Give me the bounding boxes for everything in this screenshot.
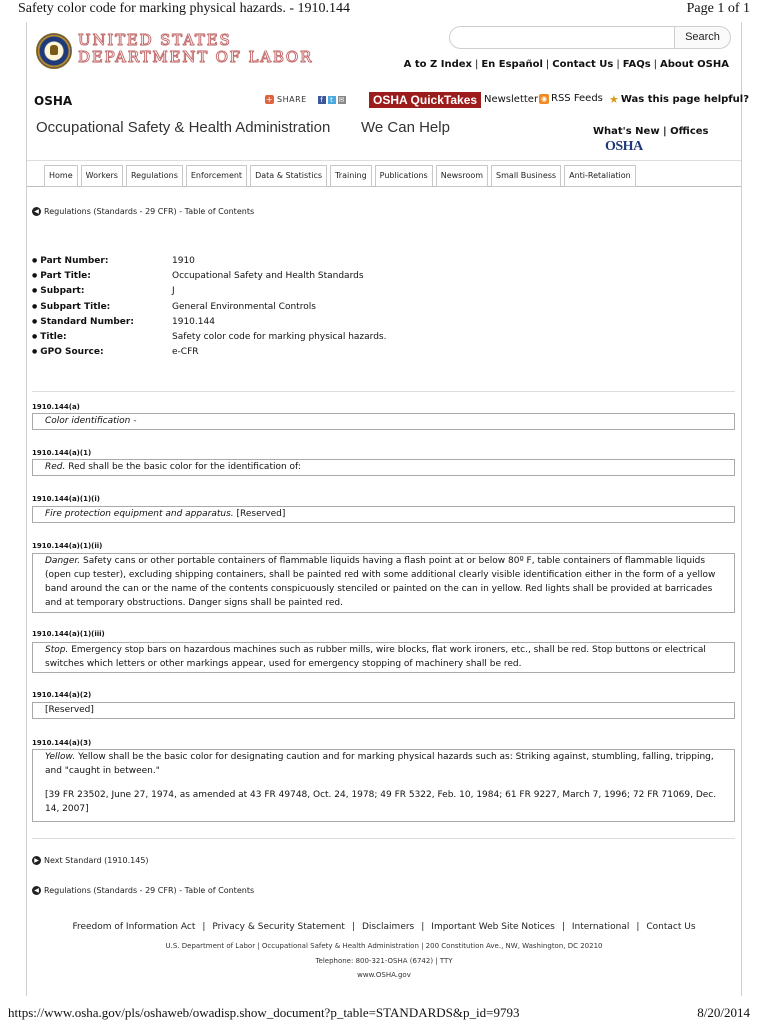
section-heading: Yellow. (45, 752, 76, 762)
arrow-left-icon: ◀ (32, 207, 41, 216)
next-standard-link[interactable] (32, 856, 149, 865)
section-label: 1910.144(a)(1)(iii) (32, 630, 105, 638)
section-label: 1910.144(a)(3) (32, 739, 92, 747)
citation: [39 FR 23502, June 27, 1974, as amended at 43 FR 49748, Oct. 24, 1978; 49 FR 5322, Feb. 10, 1984; 61 FR 9227, March 7, 1996; 72 FR 71069, Dec. 14, 2007] (45, 790, 717, 814)
section-heading: Red. (45, 462, 66, 472)
meta-value: General Environmental Controls (172, 301, 316, 312)
section-label: 1910.144(a)(2) (32, 691, 92, 699)
print-url: https://www.osha.gov/pls/oshaweb/owadisp.show_document?p_table=STANDARDS&p_id=9793 (8, 1005, 520, 1020)
separator: | (351, 922, 355, 932)
meta-key: ● Part Title: (32, 269, 172, 284)
tab-small-business[interactable]: Small Business (491, 165, 561, 187)
rss-icon: ◉ (540, 94, 548, 103)
separator: | (616, 59, 620, 70)
section-label: 1910.144(a) (32, 403, 80, 411)
tab-regulations[interactable]: Regulations (126, 165, 183, 187)
meta-row (32, 269, 386, 284)
meta-key: ● Subpart Title: (32, 300, 172, 315)
meta-value: Safety color code for marking physical hazards. (172, 332, 387, 343)
util-link-faqs[interactable]: FAQs (622, 59, 651, 70)
footer-address: U.S. Department of Labor | Occupational Safety & Health Administration | 200 Constitution Ave., NW, Washington, DC 20210 (165, 942, 603, 950)
dol-logo-text[interactable] (78, 32, 313, 66)
print-header (0, 0, 768, 22)
search-button[interactable]: Search (674, 26, 731, 49)
section-paragraph (45, 750, 722, 778)
meta-row (32, 345, 386, 360)
tab-data-statistics[interactable]: Data & Statistics (250, 165, 327, 187)
osha-logo[interactable]: OSHA (605, 139, 643, 154)
star-icon: ★ (609, 93, 619, 106)
next-standard-label: Next Standard (1910.145) (44, 856, 149, 865)
section-heading: Fire protection equipment and apparatus. (45, 509, 234, 519)
tab-training[interactable]: Training (330, 165, 372, 187)
meta-key: ● Part Number: (32, 254, 172, 269)
breadcrumb-label: Regulations (Standards - 29 CFR) - Table of Contents (44, 886, 255, 895)
section-body: Red shall be the basic color for the identification of: (65, 462, 301, 472)
section-text (32, 459, 735, 476)
meta-key: ● Title: (32, 330, 172, 345)
footer-link-privacy[interactable]: Privacy & Security Statement (212, 922, 345, 932)
tab-anti-retaliation[interactable]: Anti-Retaliation (564, 165, 636, 187)
meta-value[interactable]: e-CFR (172, 347, 199, 358)
tab-home[interactable]: Home (44, 165, 78, 187)
dol-logo-line1: UNITED STATES (78, 31, 232, 49)
section-heading: Stop. (45, 645, 69, 655)
meta-value: 1910 (172, 256, 195, 266)
main-navigation (44, 165, 636, 187)
section-text (32, 553, 735, 613)
email-icon[interactable]: ✉ (338, 95, 345, 104)
newsletter-link[interactable]: Newsletter (484, 94, 539, 105)
we-can-help-link[interactable]: We Can Help (361, 119, 450, 136)
meta-key: ● Subpart: (32, 284, 172, 299)
util-link-contact[interactable]: Contact Us (552, 59, 614, 70)
footer-link-international[interactable]: International (571, 922, 630, 932)
utility-links (404, 59, 729, 70)
quicktakes-logo[interactable]: OSHA QuickTakes (369, 92, 481, 108)
separator: | (561, 922, 565, 932)
meta-row (32, 254, 386, 269)
share-button[interactable] (265, 93, 346, 106)
dol-seal-icon[interactable] (36, 33, 72, 69)
agency-name[interactable]: Occupational Safety & Health Administration (36, 119, 331, 136)
print-title: Safety color code for marking physical hazards. - 1910.144 (18, 1, 351, 16)
footer-links (0, 922, 768, 932)
section-label: 1910.144(a)(1)(ii) (32, 542, 103, 550)
breadcrumb-toc-link-bottom[interactable] (32, 886, 254, 895)
share-plus-icon: + (265, 95, 274, 104)
section-body: Emergency stop bars on hazardous machines such as rubber mills, wire blocks, flat work ironers, etc., shall be red. Stop buttons or electrical switches which letters or other markings appear, used for emergency stopping of machinery shall be red. (45, 645, 706, 669)
twitter-icon[interactable]: t (328, 96, 336, 104)
tab-publications[interactable]: Publications (375, 165, 433, 187)
section-text (32, 506, 735, 523)
social-icons (318, 96, 346, 104)
page-helpful-link[interactable] (609, 93, 749, 106)
section-label: 1910.144(a)(1) (32, 449, 92, 457)
footer-site-link[interactable]: www.OSHA.gov (357, 971, 411, 979)
dol-logo-line2: DEPARTMENT OF LABOR (78, 48, 314, 66)
meta-row (32, 300, 386, 315)
rss-label: RSS Feeds (551, 93, 603, 104)
facebook-icon[interactable]: f (318, 96, 326, 104)
footer-link-disclaimers[interactable]: Disclaimers (361, 922, 415, 932)
section-text (32, 702, 735, 719)
util-link-about[interactable]: About OSHA (660, 59, 729, 70)
section-heading: Danger. (45, 556, 81, 566)
section-text (32, 749, 735, 822)
arrow-right-icon: ▶ (32, 856, 41, 865)
meta-key: ● GPO Source: (32, 345, 172, 360)
tab-workers[interactable]: Workers (81, 165, 123, 187)
print-page-number: Page 1 of 1 (686, 1, 750, 16)
divider (32, 391, 735, 392)
print-date: 8/20/2014 (697, 1005, 750, 1020)
breadcrumb-toc-link[interactable] (32, 207, 254, 216)
section-text (32, 642, 735, 673)
separator: | (474, 59, 479, 70)
standard-metadata (32, 254, 386, 360)
osha-label: OSHA (34, 94, 73, 108)
separator: | (421, 922, 425, 932)
footer-link-notices[interactable]: Important Web Site Notices (431, 922, 555, 932)
separator: | (653, 59, 658, 70)
footer-telephone: Telephone: 800-321-OSHA (6742) | TTY (315, 957, 453, 965)
footer-link-foia[interactable]: Freedom of Information Act (72, 922, 196, 932)
separator: | (202, 922, 206, 932)
meta-row (32, 330, 386, 345)
meta-row (32, 284, 386, 299)
section-body: [Reserved] (45, 705, 94, 715)
section-label: 1910.144(a)(1)(i) (32, 495, 100, 503)
meta-value: Occupational Safety and Health Standards (172, 271, 364, 282)
whats-new-offices-link[interactable]: What's New | Offices (593, 126, 709, 137)
section-body: Safety cans or other portable containers of flammable liquids having a flash point at or below 80º F, table containers of flammable liquids (open cup tester), excluding shipping containers, shall be painted red with some additional clearly visible identification either in the form of a yellow band around the can or the name of the contents conspicuously stenciled or painted on the can in yellow. Red lights shall be provided at barricades and at temporary obstructions. Danger signs shall be painted red. (45, 556, 716, 608)
share-label: SHARE (277, 95, 307, 104)
meta-row (32, 315, 386, 330)
rss-feeds-link[interactable] (539, 93, 603, 104)
arrow-left-icon: ◀ (32, 886, 41, 895)
breadcrumb-label: Regulations (Standards - 29 CFR) - Table of Contents (44, 207, 255, 216)
meta-value: J (172, 286, 175, 297)
search-input[interactable] (449, 26, 675, 49)
separator: | (545, 59, 550, 70)
util-link-a-to-z[interactable]: A to Z Index (403, 59, 472, 70)
section-body: Yellow shall be the basic color for designating caution and for marking physical hazards such as: Striking against, stumbling, falling, tripping, and "caught in between." (45, 752, 714, 776)
section-text (32, 413, 735, 430)
helpful-label: Was this page helpful? (620, 94, 750, 105)
separator: | (636, 922, 640, 932)
section-body: [Reserved] (233, 509, 286, 519)
meta-key: ● Standard Number: (32, 315, 172, 330)
meta-value: 1910.144 (172, 316, 215, 327)
footer-link-contact[interactable]: Contact Us (646, 922, 696, 932)
divider (32, 838, 735, 839)
tab-enforcement[interactable]: Enforcement (186, 165, 247, 187)
section-heading: Color identification - (45, 416, 137, 426)
util-link-espanol[interactable]: En Español (481, 59, 543, 70)
tab-newsroom[interactable]: Newsroom (436, 165, 488, 187)
print-footer (0, 1004, 768, 1024)
